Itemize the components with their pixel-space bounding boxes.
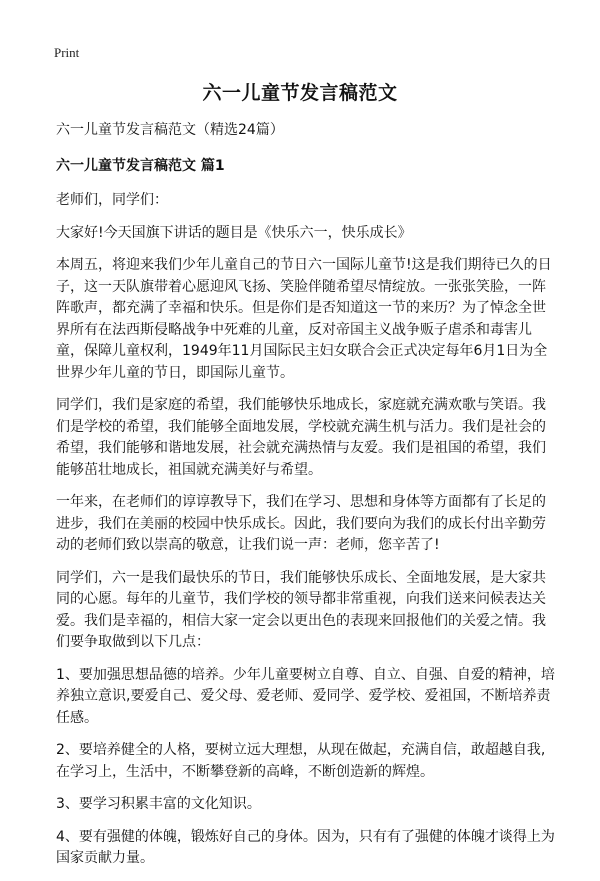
paragraph-greeting: 老师们，同学们：: [56, 192, 168, 208]
list-item-3: 3、要学习积累丰富的文化知识。: [56, 796, 261, 812]
subtitle: 六一儿童节发言稿范文（精选24篇）: [56, 122, 284, 138]
section-heading: 六一儿童节发言稿范文 篇1: [56, 157, 225, 174]
document-body: [56, 120, 556, 881]
paragraph-hope: 同学们，我们是家庭的希望，我们能够快乐地成长，家庭就充满欢歌与笑语。我们是学校的希望，我们能够全面地发展，学校就充满生机与活力。我们是社会的希望，我们能够和谐地发展，社会就充满热情与友爱。我们是祖国的希望，我们能够茁壮地成长，祖国就充满美好与希望。: [56, 397, 546, 478]
list-item-1: 1、要加强思想品德的培养。少年儿童要树立自尊、自立、自强、自爱的精神，培养独立意识,要爱自己、爱父母、爱老师、爱同学、爱学校、爱祖国，不断培养责任感。: [56, 666, 555, 726]
print-link[interactable]: Print: [54, 45, 80, 60]
list-item-2: 2、要培养健全的人格，要树立远大理想，从现在做起，充满自信，敢超越自我,在学习上，生活中，不断攀登新的高峰，不断创造新的辉煌。: [56, 742, 546, 780]
list-item-4: 4、要有强健的体魄，锻炼好自己的身体。因为，只有有了强健的体魄才谈得上为国家贡献力量。: [56, 828, 555, 866]
page-title: 六一儿童节发言稿范文: [202, 82, 398, 104]
paragraph-topic: 大家好!今天国旗下讲话的题目是《快乐六一，快乐成长》: [56, 224, 412, 241]
paragraph-thanks: 一年来，在老师们的谆谆教导下，我们在学习、思想和身体等方面都有了长足的进步，我们在美丽的校园中快乐成长。因此，我们要向为我们的成长付出辛勤劳动的老师们致以崇高的敬意，让我们说一声：老师，您辛苦了!: [56, 494, 546, 553]
paragraph-history: 本周五，将迎来我们少年儿童自己的节日六一国际儿童节!这是我们期待已久的日子，这一天队旗带着心愿迎风飞扬、笑脸伴随希望尽情绽放。一张张笑脸，一阵阵歌声，都充满了幸福和快乐。但是你们是否知道这一节的来历？为了悼念全世界所有在法西斯侵略战争中死难的儿童，反对帝国主义战争贩子虐杀和毒害儿童，保障儿童权利，1949年11月国际民主妇女联合会正式决定每年6月1日为全世界少年儿童的节日，即国际儿童节。: [56, 257, 552, 381]
paragraph-goals-intro: 同学们，六一是我们最快乐的节日，我们能够快乐成长、全面地发展，是大家共同的心愿。每年的儿童节，我们学校的领导都非常重视，向我们送来问候表达关爱。我们是幸福的，相信大家一定会以更出色的表现来回报他们的关爱之情。我们要争取做到以下几点：: [56, 569, 546, 650]
